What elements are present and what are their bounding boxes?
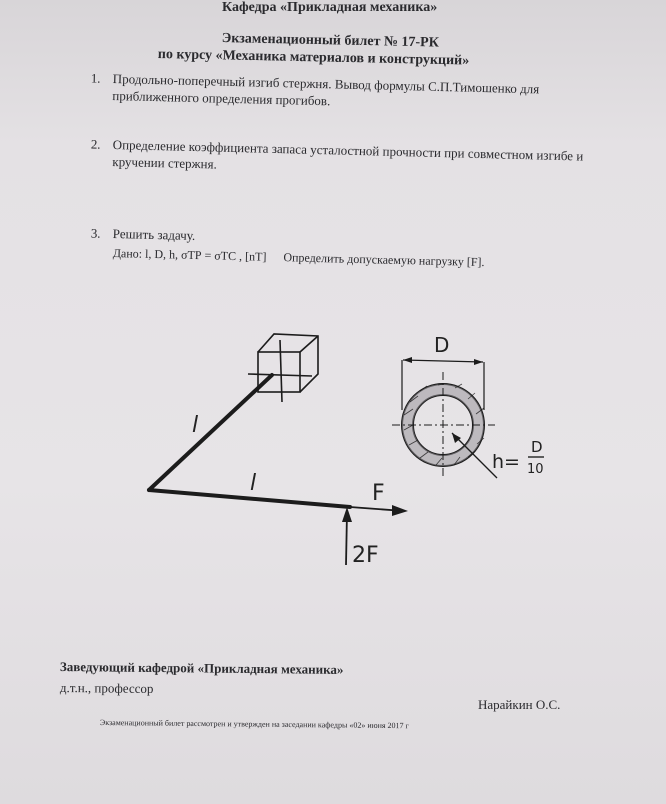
thickness-label: h= xyxy=(492,451,520,473)
given-data: Дано: l, D, h, σТР = σТС , [nТ] xyxy=(112,246,267,264)
thickness-fraction-numerator: D xyxy=(531,438,543,456)
required-task: Определить допускаемую нагрузку [F]. xyxy=(283,250,485,270)
approval-note: Экзаменационный билет рассмотрен и утвержден на заседании кафедры «02» июня 2017 г xyxy=(99,718,409,731)
force-label-2f: 2F xyxy=(352,543,379,568)
question-number: 2. xyxy=(90,136,101,152)
tube-cross-section xyxy=(392,357,497,478)
question-text: Продольно-поперечный изгиб стержня. Вывод формулы С.П.Тимошенко для приближенного определения прогибов. xyxy=(112,70,540,109)
fixed-support-cube xyxy=(248,334,318,402)
question-number: 3. xyxy=(90,225,101,241)
department-header: Кафедра «Прикладная механика» xyxy=(222,0,438,15)
question-number: 1. xyxy=(90,70,101,86)
question-text: Решить задачу. xyxy=(112,225,196,244)
length-label: l xyxy=(192,413,199,438)
force-label-f: F xyxy=(372,481,385,506)
thickness-fraction-denominator: 10 xyxy=(527,462,544,477)
signatory-name: Нарайкин О.С. xyxy=(478,697,561,712)
course-title: по курсу «Механика материалов и конструкций» xyxy=(157,47,470,69)
head-of-department: Заведующий кафедрой «Прикладная механика» xyxy=(59,659,344,677)
ticket-title: Экзаменационный билет № 17-РК xyxy=(221,31,439,51)
question-text: Определение коэффициента запаса усталостной прочности при совместном изгибе и кручении стержня. xyxy=(112,136,584,172)
diameter-label: D xyxy=(434,333,450,357)
academic-degree: д.т.н., профессор xyxy=(59,680,154,696)
length-label: l xyxy=(250,471,257,496)
